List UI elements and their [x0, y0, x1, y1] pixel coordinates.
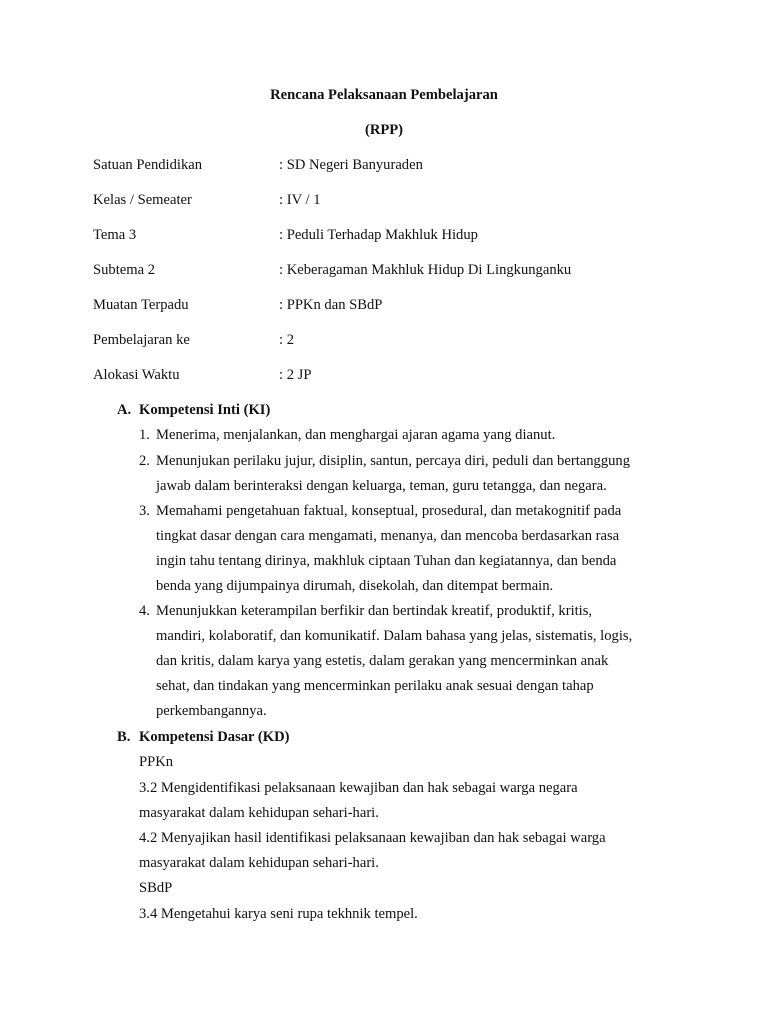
meta-value: : IV / 1: [279, 192, 321, 208]
document-subtitle: (RPP): [364, 122, 404, 138]
list-item-line: sehat, dan tindakan yang mencerminkan perilaku anak sesuai dengan tahap: [156, 678, 594, 694]
kd-line: masyarakat dalam kehidupan sehari-hari.: [139, 805, 379, 821]
kd-line: 4.2 Menyajikan hasil identifikasi pelaksanaan kewajiban dan hak sebagai warga: [139, 830, 606, 846]
meta-value: : SD Negeri Banyuraden: [279, 157, 423, 173]
list-item-line: perkembangannya.: [156, 703, 267, 719]
meta-row-satuan: [93, 157, 713, 177]
meta-row-alokasi: [93, 367, 713, 387]
list-number: 1.: [139, 427, 150, 443]
list-item-line: Menunjukan perilaku jujur, disiplin, santun, percaya diri, peduli dan bertanggung: [156, 453, 631, 469]
meta-label: Alokasi Waktu: [93, 367, 180, 383]
meta-label: Satuan Pendidikan: [93, 157, 203, 173]
list-item-line: tingkat dasar dengan cara mengamati, menanya, dan mencoba berdasarkan rasa: [156, 528, 620, 544]
meta-label: Muatan Terpadu: [93, 297, 189, 313]
meta-label: Subtema 2: [93, 262, 156, 278]
list-item-line: jawab dalam berinteraksi dengan keluarga, teman, guru tetangga, dan negara.: [156, 478, 607, 494]
section-letter: B.: [117, 729, 131, 745]
list-number: 4.: [139, 603, 150, 619]
list-item-line: Memahami pengetahuan faktual, konseptual, prosedural, dan metakognitif pada: [156, 503, 622, 519]
kd-subject-sbdp: SBdP: [139, 880, 173, 896]
meta-value: : Peduli Terhadap Makhluk Hidup: [279, 227, 478, 243]
list-number: 3.: [139, 503, 150, 519]
list-item-line: mandiri, kolaboratif, dan komunikatif. Dalam bahasa yang jelas, sistematis, logis,: [156, 628, 633, 644]
kd-subject-ppkn: PPKn: [139, 754, 174, 770]
meta-row-subtema: [93, 262, 713, 282]
meta-label: Pembelajaran ke: [93, 332, 190, 348]
list-item-line: ingin tahu tentang dirinya, makhluk ciptaan Tuhan dan kegiatannya, dan benda: [156, 553, 617, 569]
meta-value: : 2 JP: [279, 367, 312, 383]
kd-line: masyarakat dalam kehidupan sehari-hari.: [139, 855, 379, 871]
list-item-line: Menunjukkan keterampilan berfikir dan bertindak kreatif, produktif, kritis,: [156, 603, 593, 619]
meta-row-kelas: [93, 192, 713, 212]
document-title: Rencana Pelaksanaan Pembelajaran: [270, 87, 498, 103]
section-b-heading: [117, 729, 290, 746]
meta-row-muatan: [93, 297, 713, 317]
section-title: Kompetensi Inti (KI): [139, 402, 271, 418]
kd-line: 3.4 Mengetahui karya seni rupa tekhnik tempel.: [139, 906, 418, 922]
list-item-line: benda yang dijumpainya dirumah, disekolah, dan ditempat bermain.: [156, 578, 554, 594]
list-item-line: Menerima, menjalankan, dan menghargai ajaran agama yang dianut.: [156, 427, 556, 443]
meta-row-pembelajaran: [93, 332, 713, 352]
section-a-heading: [117, 402, 270, 419]
meta-value: : 2: [279, 332, 294, 348]
meta-label: Tema 3: [93, 227, 137, 243]
list-number: 2.: [139, 453, 150, 469]
meta-label: Kelas / Semeater: [93, 192, 192, 208]
meta-row-tema: [93, 227, 713, 247]
meta-value: : PPKn dan SBdP: [279, 297, 383, 313]
list-item-line: dan kritis, dalam karya yang estetis, dalam gerakan yang mencerminkan anak: [156, 653, 609, 669]
section-title: Kompetensi Dasar (KD): [139, 729, 290, 745]
meta-value: : Keberagaman Makhluk Hidup Di Lingkunganku: [279, 262, 572, 278]
kd-line: 3.2 Mengidentifikasi pelaksanaan kewajiban dan hak sebagai warga negara: [139, 780, 578, 796]
section-letter: A.: [117, 402, 132, 418]
